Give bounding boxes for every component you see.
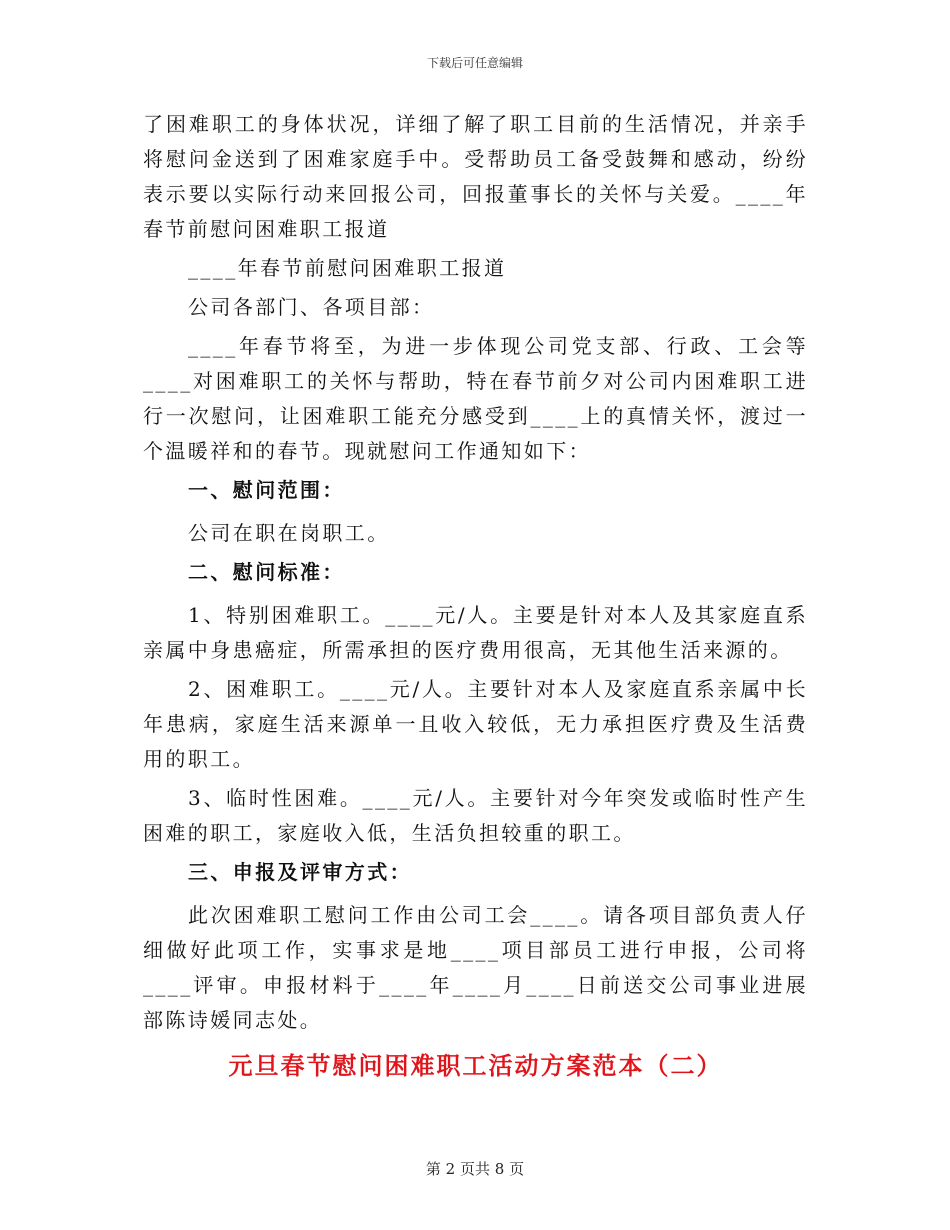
scope-paragraph: 公司在职在岗职工。 <box>188 521 390 545</box>
notice-intro-paragraph: ____年春节将至，为进一步体现公司党支部、行政、工会等____对困难职工的关怀与帮助，特在春节前夕对公司内困难职工进行一次慰问，让困难职工能充分感受到____上的真情关怀，渡过一个温暖祥和的春节。现就慰问工作通知如下： <box>143 334 808 463</box>
report-title-line: ____年春节前慰问困难职工报道 <box>188 256 507 280</box>
application-paragraph: 此次困难职工慰问工作由公司工会____。请各项目部负责人仔细做好此项工作，实事求是地____项目部员工进行申报，公司将____评审。申报材料于____年____月____日前送交公司事业进展部陈诗媛同志处。 <box>143 903 808 1032</box>
standard-item-3: 3、临时性困难。____元/人。主要针对今年突发或临时性产生困难的职工，家庭收入低，生活负担较重的职工。 <box>143 786 808 845</box>
standard-item-2: 2、困难职工。____元/人。主要针对本人及家庭直系亲属中长年患病，家庭生活来源单一且收入较低，无力承担医疗费及生活费用的职工。 <box>143 677 808 771</box>
standard-item-1: 1、特别困难职工。____元/人。主要是针对本人及其家庭直系亲属中身患癌症，所需承担的医疗费用很高，无其他生活来源的。 <box>143 603 808 662</box>
section-heading-scope: 一、慰问范围： <box>188 478 345 502</box>
section-heading-standard: 二、慰问标准： <box>188 560 345 584</box>
section-title: 元旦春节慰问困难职工活动方案范本（二） <box>228 1051 723 1080</box>
page-header-note: 下载后可任意编辑 <box>426 56 523 70</box>
page-number: 第 2 页共 8 页 <box>425 1160 525 1178</box>
paragraph-continuation: 了困难职工的身体状况，详细了解了职工目前的生活情况，并亲手将慰问金送到了困难家庭手中。受帮助员工备受鼓舞和感动，纷纷表示要以实际行动来回报公司，回报董事长的关怀与关爱。____年春节前慰问困难职工报道 <box>143 112 808 241</box>
document-body <box>143 107 808 1086</box>
section-heading-application: 三、申报及评审方式： <box>188 860 412 884</box>
salutation: 公司各部门、各项目部： <box>188 295 435 319</box>
